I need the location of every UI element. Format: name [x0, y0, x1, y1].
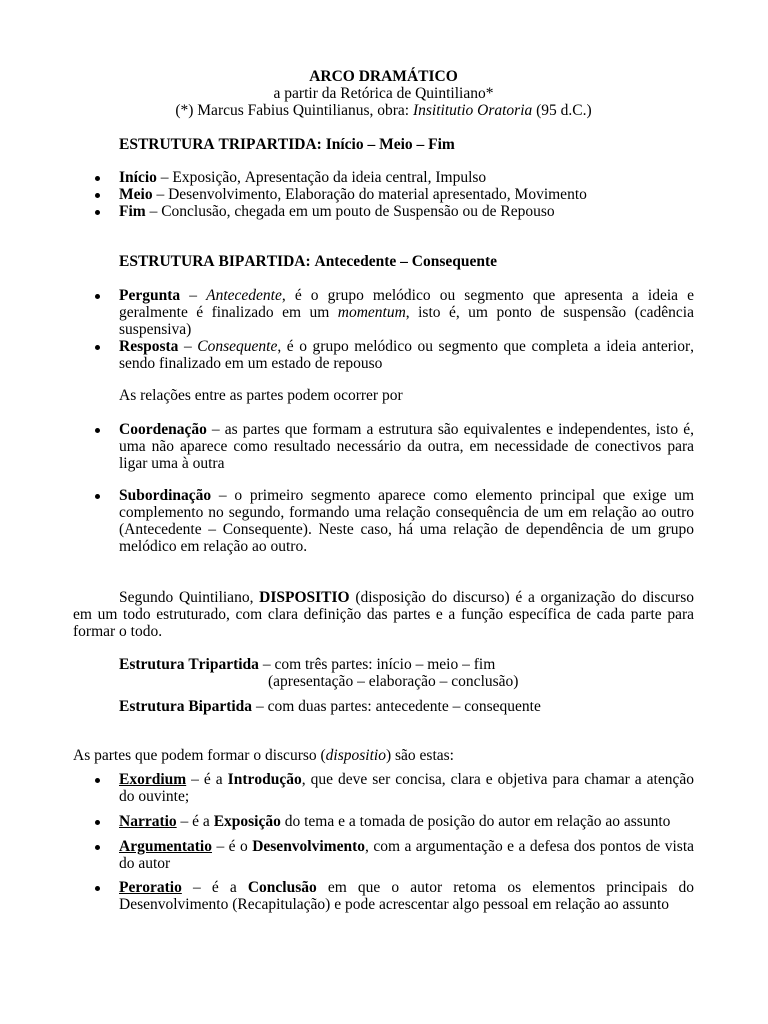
list-item-text: – Conclusão, chegada em um pouto de Suspensão ou de Repouso	[145, 203, 555, 220]
source-note-work: Insititutio Oratoria	[412, 102, 533, 119]
list-item-term: Exordium	[119, 771, 187, 788]
list-item-role: Antecedente	[206, 287, 282, 304]
list-item-term: Peroratio	[119, 879, 182, 896]
list-item-text: , é o grupo melódico ou segmento que completa a ideia anterior, sendo finalizado em um estado de repouso	[119, 338, 695, 372]
list-item-term: Pergunta	[119, 287, 181, 304]
list-item	[119, 838, 694, 872]
bullet-icon	[95, 778, 100, 783]
list-item	[119, 203, 694, 220]
list-item-role: Consequente	[197, 338, 278, 355]
list-item-text: – é a	[176, 813, 214, 830]
list-item	[119, 487, 694, 555]
list-item-text: – Exposição, Apresentação da ideia central, Impulso	[156, 169, 487, 186]
list-item-text: – o primeiro segmento aparece como elemento principal que exige um complemento no segundo, formando uma relação consequência de um em relação ao outro (Antecedente – Consequente). Neste caso, há uma relação de dependência de um grupo melódico em relação ao outro.	[119, 487, 694, 555]
list-item-text: – Desenvolvimento, Elaboração do material apresentado, Movimento	[152, 186, 587, 203]
list-item-text: – é a	[181, 879, 248, 896]
list-item-key: Introdução	[227, 771, 302, 788]
list-item-text: , é o grupo melódico ou segmento que apresenta a ideia e geralmente é finalizado em um	[119, 287, 695, 321]
relations-intro: As relações entre as partes podem ocorrer por	[119, 387, 403, 404]
list-item	[119, 169, 694, 186]
list-item-term: Início	[119, 169, 157, 186]
list-item-term: Resposta	[119, 338, 179, 355]
dispositio-term: DISPOSITIO	[259, 589, 350, 606]
structure-text: – com três partes: início – meio – fim	[258, 656, 496, 673]
structure-line	[119, 698, 694, 715]
list-item-term: Coordenação	[119, 421, 207, 438]
list-item-text-end: do tema e a tomada de posição do autor em relação ao assunto	[280, 813, 671, 830]
list-item-text: – é a	[186, 771, 228, 788]
parts-intro	[73, 747, 694, 764]
document-title: ARCO DRAMÁTICO	[309, 68, 458, 85]
list-item-text-end: , isto é, um ponto de suspensão (cadência suspensiva)	[119, 304, 694, 338]
bullet-icon	[95, 210, 100, 215]
list-item	[119, 771, 694, 805]
structure-detail: (apresentação – elaboração – conclusão)	[268, 673, 519, 690]
list-item-term: Narratio	[119, 813, 177, 830]
list-item-text-end: em que o autor retoma os elementos principais do Desenvolvimento (Recapitulação) e pode acrescentar algo pessoal em relação ao assunto	[119, 879, 694, 913]
list-item	[119, 338, 694, 372]
list-item-key: Desenvolvimento	[252, 838, 365, 855]
structure-text: – com duas partes: antecedente – consequente	[252, 698, 541, 715]
bullet-icon	[95, 345, 100, 350]
source-note-date: (95 d.C.)	[532, 102, 592, 119]
bullet-icon	[95, 494, 100, 499]
bullet-icon	[95, 820, 100, 825]
structure-term: Estrutura Bipartida	[119, 698, 253, 715]
bullet-icon	[95, 176, 100, 181]
list-item-text: – é o	[212, 838, 253, 855]
list-item-text-end: , que deve ser concisa, clara e objetiva para chamar a atenção do ouvinte;	[119, 771, 694, 805]
list-item-term: Fim	[119, 203, 146, 220]
section-heading-bipartida: ESTRUTURA BIPARTIDA: Antecedente – Consequente	[119, 253, 498, 270]
source-note-author: (*) Marcus Fabius Quintilianus, obra:	[175, 102, 413, 119]
list-item-key: Conclusão	[247, 879, 317, 896]
bullet-icon	[95, 845, 100, 850]
list-item-dash: –	[178, 338, 198, 355]
document-header	[73, 68, 694, 119]
list-item-term: Meio	[119, 186, 153, 203]
list-item-term: Subordinação	[119, 487, 212, 504]
parts-intro-term: dispositio	[325, 747, 386, 764]
dispositio-paragraph	[73, 589, 694, 640]
structure-line	[119, 656, 694, 673]
dispositio-lead: Segundo Quintiliano,	[119, 589, 260, 606]
bullet-icon	[95, 193, 100, 198]
document-subtitle: a partir da Retórica de Quintiliano*	[273, 85, 494, 102]
dispositio-text: (disposição do discurso) é a organização do discurso em um todo estruturado, com clara definição das partes e a função específica de cada parte para formar o todo.	[73, 589, 694, 640]
bullet-icon	[95, 886, 100, 891]
parts-intro-text-end: ) são estas:	[385, 747, 454, 764]
list-item	[119, 421, 694, 472]
bullet-icon	[95, 428, 100, 433]
list-item-text: – as partes que formam a estrutura são equivalentes e independentes, isto é, uma não aparece como resultado necessário da outra, em necessidade de conectivos para ligar uma à outra	[119, 421, 694, 472]
list-item-key: Exposição	[213, 813, 281, 830]
list-item-text-end: , com a argumentação e a defesa dos pontos de vista do autor	[119, 838, 694, 872]
list-item-dash: –	[180, 287, 207, 304]
section-heading-tripartida: ESTRUTURA TRIPARTIDA: Início – Meio – Fim	[119, 136, 455, 153]
bullet-icon	[95, 294, 100, 299]
parts-intro-text: As partes que podem formar o discurso (	[73, 747, 326, 764]
list-item	[119, 186, 694, 203]
source-note	[73, 102, 694, 119]
list-item	[119, 287, 694, 338]
list-item-term: Argumentatio	[119, 838, 212, 855]
list-item	[119, 813, 694, 830]
structure-term: Estrutura Tripartida	[119, 656, 259, 673]
list-item	[119, 879, 694, 913]
list-item-emphasis: momentum	[337, 304, 406, 321]
